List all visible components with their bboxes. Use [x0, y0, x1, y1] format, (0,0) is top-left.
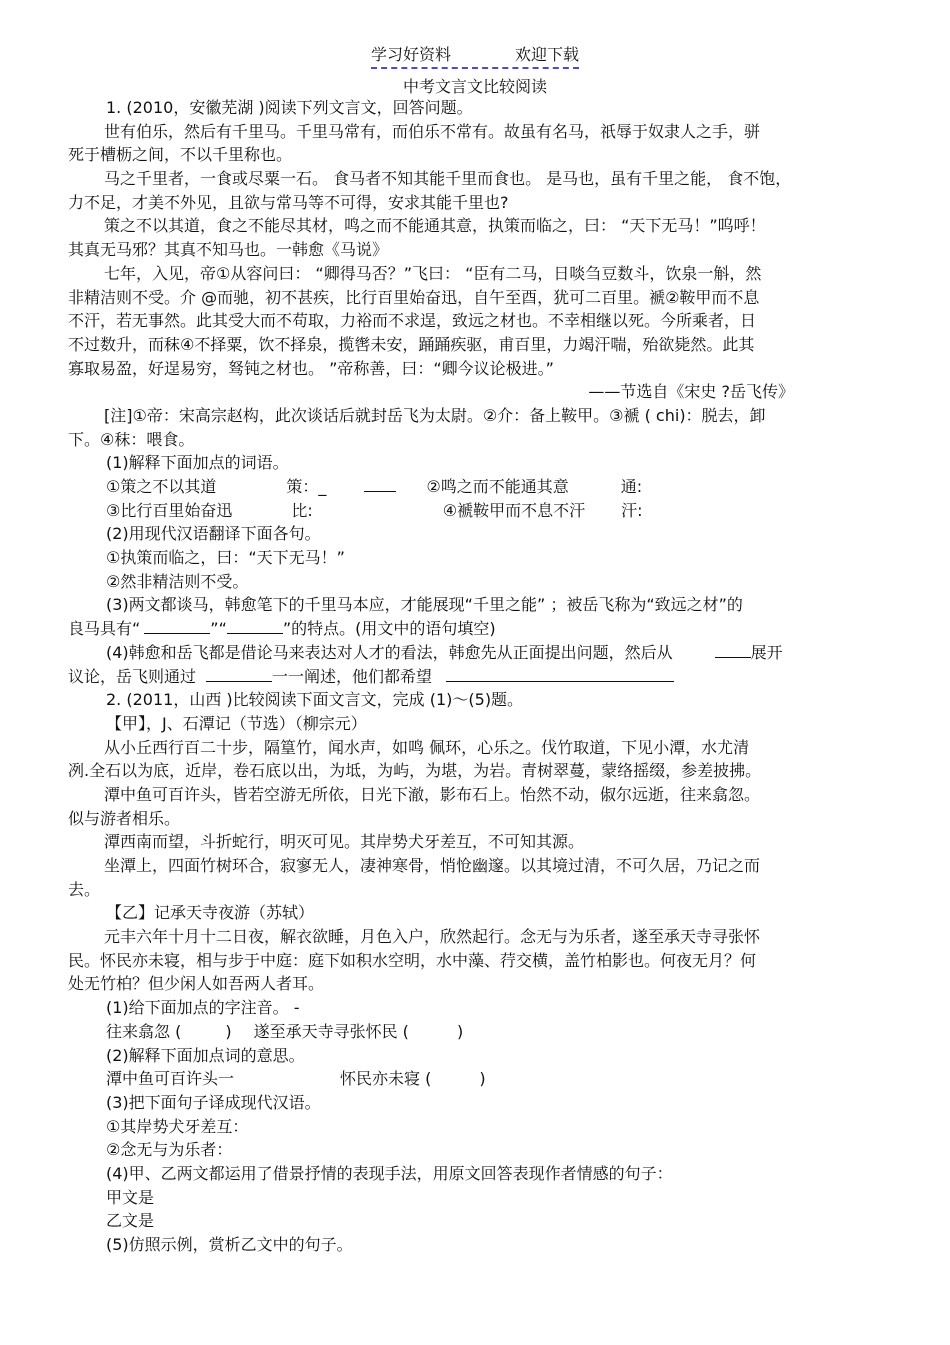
- paragraph-line: 七年，入见，帝①从容问曰： “卿得马否？”飞曰： “臣有二马，日啖刍豆数斗，饮泉一斛，然: [104, 263, 762, 283]
- item-text: 通:: [620, 477, 643, 496]
- header-left: 学习好资料: [370, 45, 451, 64]
- paragraph-line: 策之不以其道，食之不能尽其材，鸣之而不能通其意，执策而临之，曰： “天下无马！”呜呼！: [104, 216, 766, 236]
- paragraph-line: 潭中鱼可百许头，皆若空游无所依，日光下澈，影布石上。怡然不动，俶尔远逝，往来翕忽。: [104, 784, 761, 804]
- item-text: ): [456, 1021, 464, 1041]
- paragraph-line: 元丰六年十月十二日夜，解衣欲睡，月色入户，欣然起行。念无与为乐者，遂至承天寺寻张怀: [104, 927, 761, 947]
- item-text: 往来翕忽 (: [106, 1021, 182, 1041]
- question-line: 乙文是: [106, 1211, 155, 1231]
- answer-blank[interactable]: [227, 617, 283, 634]
- passage-title: 【乙】记承天寺夜游（苏轼）: [106, 903, 315, 923]
- passage-title: 【甲】，J、石潭记（节选）（柳宗元）: [106, 713, 367, 733]
- paragraph-line: 处无竹柏？但少闲人如吾两人者耳。: [68, 974, 325, 994]
- item-text: ④褫鞍甲而不息不汗: [442, 500, 586, 520]
- header-banner: [371, 42, 579, 69]
- source-citation: ——节选自《宋史 ?岳飞传》: [588, 382, 794, 402]
- document-title: 中考文言文比较阅读: [402, 77, 547, 96]
- item-text: 议论，岳飞则通过: [68, 666, 197, 686]
- question-line: [68, 1020, 880, 1044]
- question-line: (1)给下面加点的字注音。 -: [106, 998, 300, 1018]
- item-text: ): [479, 1069, 486, 1089]
- question-line: (2)解释下面加点词的意思。: [106, 1045, 305, 1065]
- answer-blank[interactable]: [446, 665, 674, 682]
- question-line: ①其岸势犬牙差互：: [106, 1116, 249, 1136]
- answer-blank[interactable]: [144, 617, 210, 634]
- question-line: [68, 499, 880, 523]
- item-text: (4)韩愈和岳飞都是借论马来表达对人才的看法，韩愈先从正面提出问题，然后从: [106, 642, 673, 662]
- paragraph-line: 其真无马邪？其真不知马也。一韩愈《马说》: [68, 240, 389, 260]
- paragraph-line: 马之千里者，一食或尽粟一石。 食马者不知其能千里而食也。 是马也，虽有千里之能， 食不饱，: [104, 169, 792, 189]
- item-text: 潭中鱼可百许头一: [106, 1069, 235, 1089]
- item-text: 比:: [291, 500, 313, 520]
- answer-blank[interactable]: [715, 641, 751, 658]
- paragraph-line: 力不足，才美不外见，且欲与常马等不可得，安求其能千里也?: [68, 192, 509, 212]
- question-line: 甲文是: [106, 1187, 155, 1207]
- item-text: 良马具有“: [68, 619, 141, 639]
- question-line: (1)解释下面加点的词语。: [106, 453, 289, 473]
- paragraph-line: 不汗，若无事然。此其受大而不苟取，力裕而不求逞，致远之材也。不幸相继以死。今所乘者，日: [68, 311, 757, 331]
- item-text: 遂至承天寺寻张怀民 (: [253, 1021, 409, 1041]
- question-line: (3)把下面句子译成现代汉语。: [106, 1092, 321, 1112]
- item-text: 展开: [750, 642, 783, 662]
- item-text: ): [225, 1021, 232, 1041]
- item-text: 怀民亦未寝 (: [340, 1069, 432, 1089]
- item-text: ①策之不以其道: [106, 477, 217, 496]
- question-line: (4)甲、乙两文都运用了借景抒情的表现手法，用原文回答表现作者情感的句子：: [106, 1163, 673, 1183]
- item-text: ②鸣之而不能通其意: [426, 477, 569, 496]
- notes-line: 下。④秣：喂食。: [68, 429, 195, 449]
- question-line: ②念无与为乐者：: [106, 1140, 233, 1160]
- item-text: ”的特点。(用文中的语句填空): [282, 619, 496, 639]
- item-text: 策：_: [286, 477, 327, 496]
- item-text: ”“: [210, 619, 227, 639]
- paragraph-line: 坐潭上，四面竹树环合，寂寥无人，凄神寒骨，悄怆幽邃。以其境过清，不可久居，乃记之而: [104, 856, 761, 875]
- paragraph-line: 世有伯乐，然后有千里马。千里马常有，而伯乐不常有。故虽有名马，祇辱于奴隶人之手，骈: [104, 121, 761, 141]
- header-right: 欢迎下载: [515, 45, 580, 64]
- paragraph-line: 似与游者相乐。: [68, 808, 181, 828]
- notes-line: [注]①帝：宋高宗赵构，此次谈话后就封岳飞为太尉。②介：备上鞍甲。③褫 ( chi)：脱去，卸: [104, 405, 766, 425]
- paragraph-line: 民。怀民亦未寝，相与步于中庭：庭下如积水空明，水中藻、荇交横，盖竹柏影也。何夜无月？何: [68, 950, 757, 970]
- paragraph-line: 去。: [68, 879, 101, 899]
- question-line: (2)用现代汉语翻译下面各句。: [106, 524, 321, 544]
- paragraph-line: 寡取易盈，好逞易穷，驽钝之材也。 ”帝称善，曰：“卿今议论极进。”: [68, 358, 554, 378]
- question-line: [68, 475, 880, 499]
- question-line: [68, 1067, 880, 1091]
- question-line: (3)两文都谈马，韩愈笔下的千里马本应，才能展现“千里之能” ；被岳飞称为“致远之材”的: [106, 595, 743, 615]
- document-body: [68, 96, 880, 1257]
- question-line: [68, 665, 880, 689]
- answer-blank[interactable]: [206, 665, 272, 682]
- question-line: [68, 617, 880, 641]
- item-text: 一一阐述，他们都希望: [272, 666, 433, 686]
- paragraph-line: 非精洁则不受。介 @而驰，初不甚疾，比行百里始奋迅，自午至酉，犹可二百里。褫②鞍甲而不息: [68, 287, 760, 307]
- question-line: ②然非精洁则不受。: [106, 571, 249, 591]
- answer-blank[interactable]: [364, 475, 396, 492]
- paragraph-line: 不过数升，而秣④不择粟，饮不择泉，揽辔未安，踊踊疾驱，甫百里，力竭汗喘，殆欲毙然。此其: [68, 334, 755, 354]
- question-line: ①执策而临之，曰：“天下无马！”: [106, 548, 345, 568]
- paragraph-line: 潭西南而望，斗折蛇行，明灭可见。其岸势犬牙差互，不可知其源。: [104, 832, 585, 852]
- question-line: (5)仿照示例，赏析乙文中的句子。: [106, 1235, 353, 1254]
- page-header: [0, 42, 950, 69]
- paragraph-line: 死于槽枥之间，不以千里称也。: [68, 145, 293, 165]
- item-text: ③比行百里始奋迅: [106, 500, 233, 520]
- q1-heading: 1. (2010，安徽芜湖 )阅读下列文言文，回答问题。: [106, 98, 473, 117]
- q2-heading: 2. (2011，山西 )比较阅读下面文言文，完成 (1)～(5)题。: [106, 690, 524, 710]
- paragraph-line: 从小丘西行百二十步，隔篁竹，闻水声，如鸣 佩环，心乐之。伐竹取道，下见小潭，水尤清: [104, 737, 750, 757]
- item-text: 汗:: [621, 500, 643, 520]
- paragraph-line: 冽.全石以为底，近岸，卷石底以出，为坻，为屿，为堪，为岩。青树翠蔓，蒙络摇缀，参差披拂。: [68, 761, 762, 781]
- question-line: [68, 641, 880, 665]
